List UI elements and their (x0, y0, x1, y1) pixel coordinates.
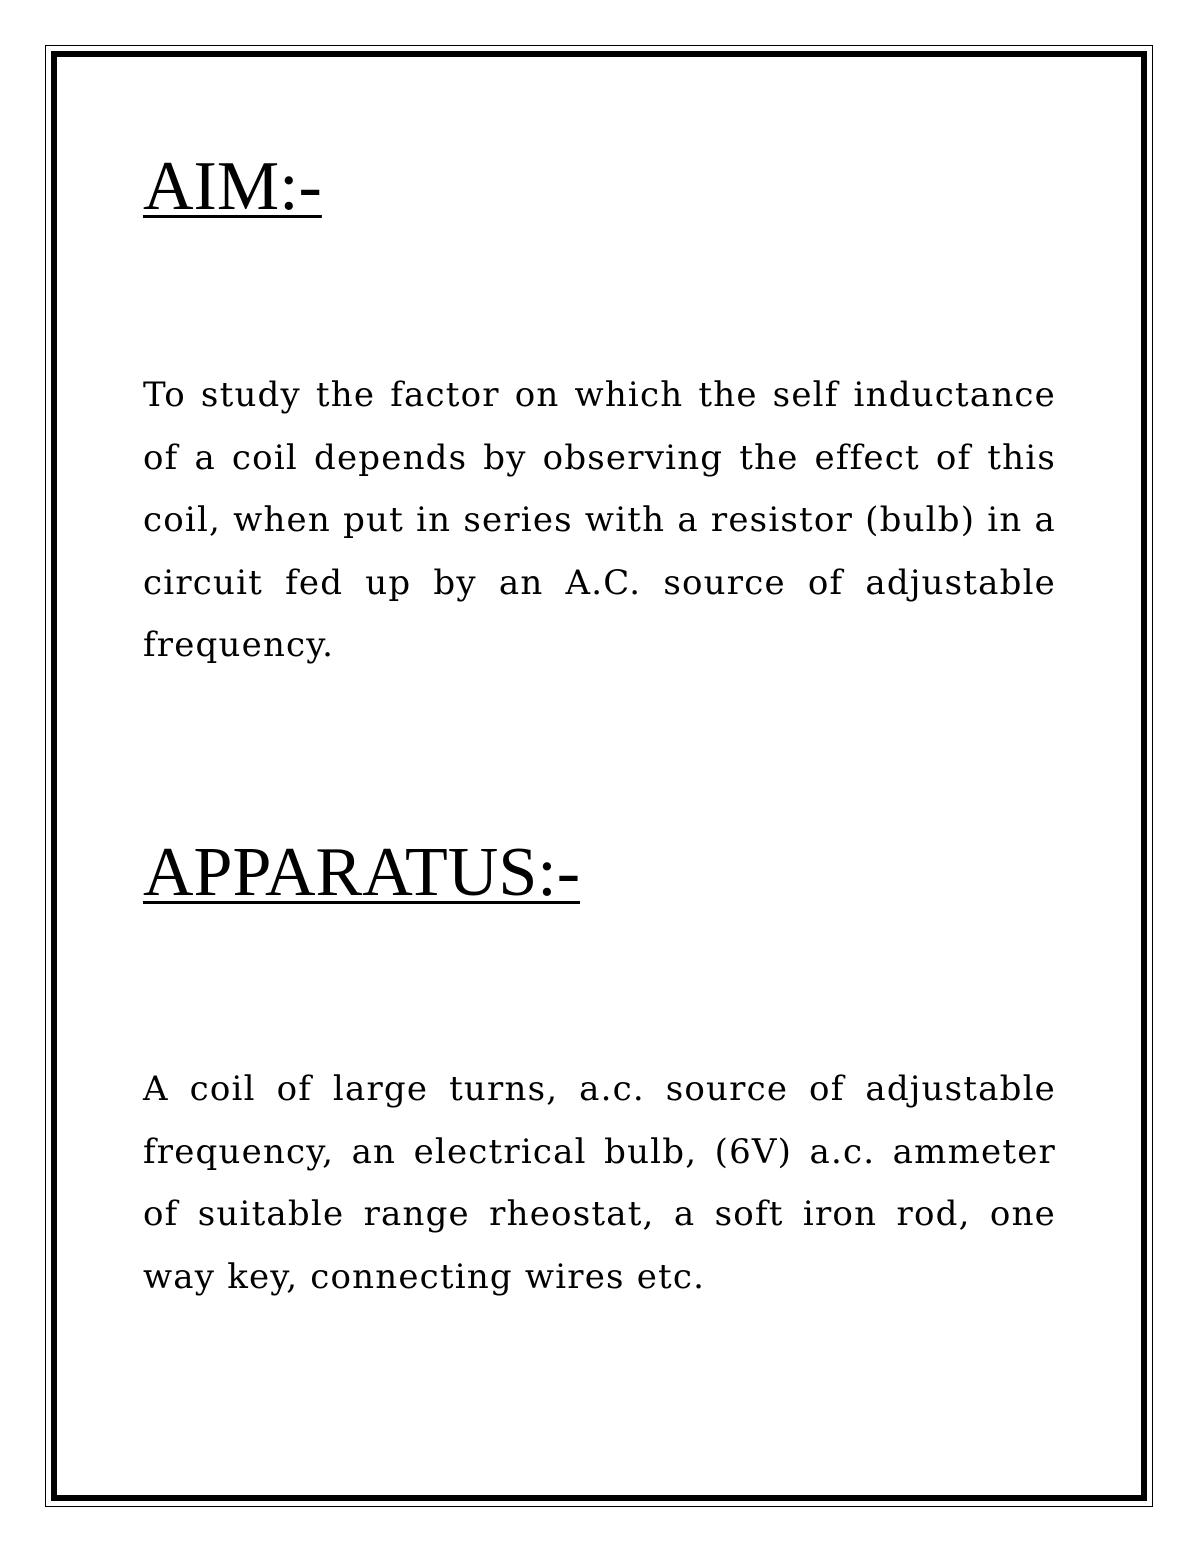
aim-heading: AIM:- (143, 148, 322, 225)
apparatus-paragraph: A coil of large turns, a.c. source of adjustable frequency, an electrical bulb, (6V) a.c. ammeter of suitable range rheostat, a soft iron rod, one way key, connecting wires etc. (143, 1069, 1056, 1297)
aim-paragraph: To study the factor on which the self inductance of a coil depends by observing the effect of this coil, when put in series with a resistor (bulb) in a circuit fed up by an A.C. source of adjustable frequency. (143, 375, 1056, 665)
apparatus-heading: APPARATUS:- (143, 834, 581, 911)
